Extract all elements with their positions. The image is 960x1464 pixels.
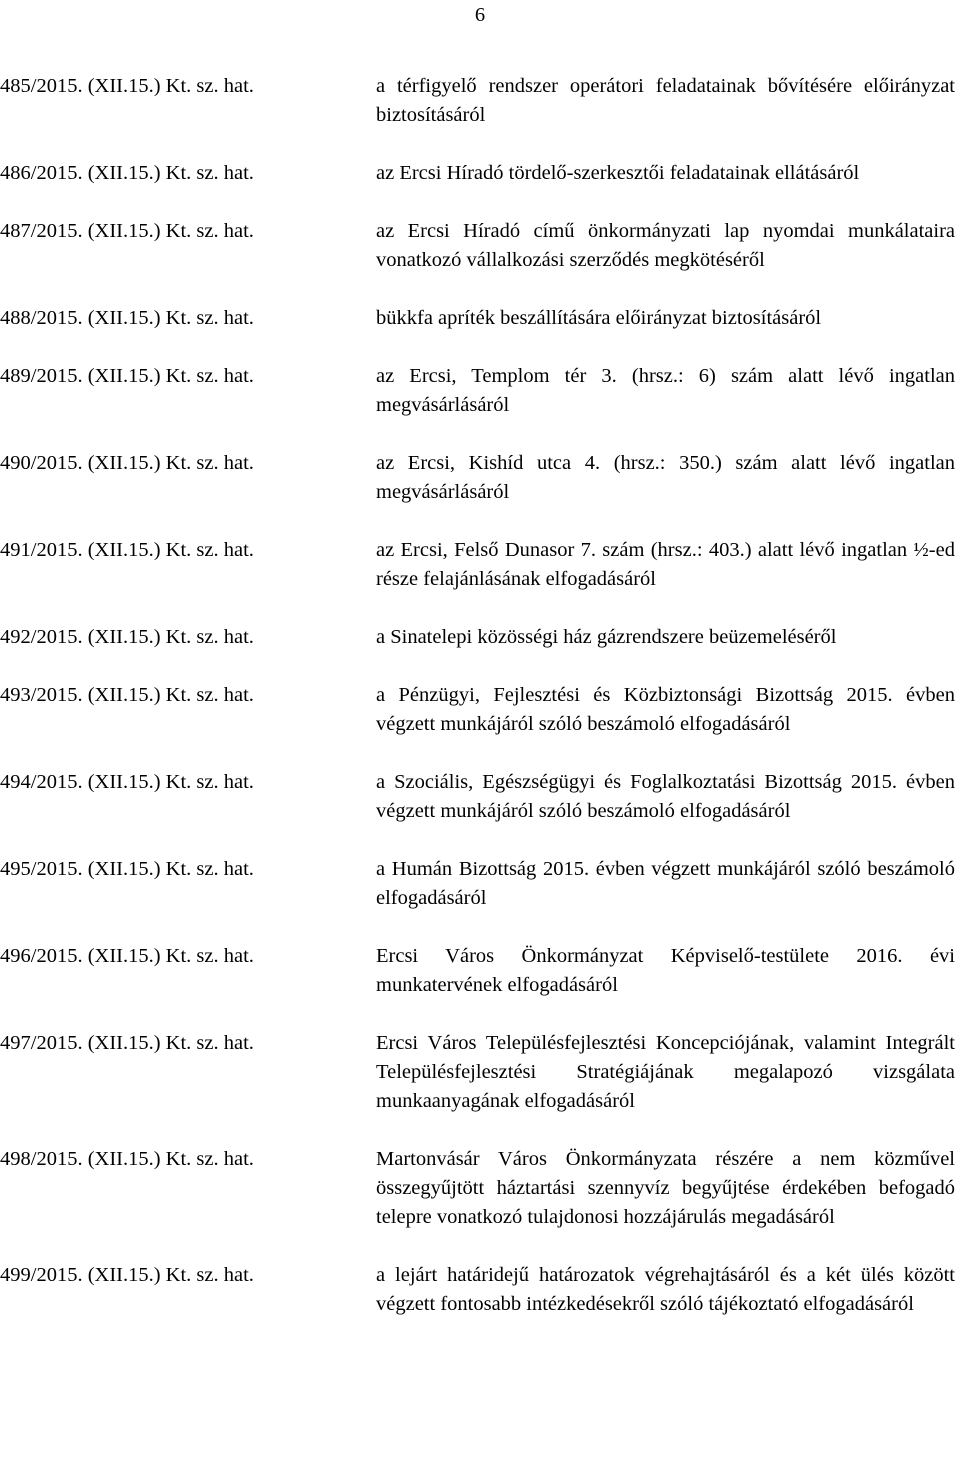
resolution-number: 495/2015. (XII.15.) Kt. sz. hat.	[0, 858, 254, 880]
resolution-title: bükkfa apríték beszállítására előirányzat biztosításáról	[376, 307, 822, 329]
resolution-entry	[0, 1029, 960, 1116]
resolution-number: 494/2015. (XII.15.) Kt. sz. hat.	[0, 771, 254, 793]
resolution-title: a Humán Bizottság 2015. évben végzett munkájáról szóló beszámoló elfogadásáról	[376, 858, 955, 909]
resolution-number: 486/2015. (XII.15.) Kt. sz. hat.	[0, 162, 254, 184]
resolution-title: a Sinatelepi közösségi ház gázrendszere beüzemeléséről	[376, 626, 837, 648]
resolution-number: 485/2015. (XII.15.) Kt. sz. hat.	[0, 75, 254, 97]
resolution-entry	[0, 72, 960, 130]
resolution-entry	[0, 768, 960, 826]
resolution-entry	[0, 855, 960, 913]
resolution-number: 487/2015. (XII.15.) Kt. sz. hat.	[0, 220, 254, 242]
resolution-number: 497/2015. (XII.15.) Kt. sz. hat.	[0, 1032, 254, 1054]
resolution-title: az Ercsi, Kishíd utca 4. (hrsz.: 350.) szám alatt lévő ingatlan megvásárlásáról	[376, 452, 955, 503]
resolution-number: 491/2015. (XII.15.) Kt. sz. hat.	[0, 539, 254, 561]
resolution-title: az Ercsi Híradó tördelő-szerkesztői feladatainak ellátásáról	[376, 162, 860, 184]
resolution-title: Ercsi Város Településfejlesztési Koncepciójának, valamint Integrált Településfejlesztési Stratégiájának megalapozó vizsgálata munkaanyagának elfogadásáról	[376, 1032, 955, 1112]
resolution-entry	[0, 536, 960, 594]
resolution-title: az Ercsi, Templom tér 3. (hrsz.: 6) szám alatt lévő ingatlan megvásárlásáról	[376, 365, 955, 416]
resolution-number: 498/2015. (XII.15.) Kt. sz. hat.	[0, 1148, 254, 1170]
resolution-title: Martonvásár Város Önkormányzata részére a nem közművel összegyűjtött háztartási szennyvíz begyűjtése érdekében befogadó telepre vonatkozó tulajdonosi hozzájárulás megadásáról	[376, 1148, 955, 1228]
resolution-number: 499/2015. (XII.15.) Kt. sz. hat.	[0, 1264, 254, 1286]
resolution-number: 490/2015. (XII.15.) Kt. sz. hat.	[0, 452, 254, 474]
resolution-number: 496/2015. (XII.15.) Kt. sz. hat.	[0, 945, 254, 967]
resolution-title: a lejárt határidejű határozatok végrehajtásáról és a két ülés között végzett fontosabb intézkedésekről szóló tájékoztató elfogadásáról	[376, 1264, 955, 1315]
resolution-entry	[0, 942, 960, 1000]
resolution-entry	[0, 623, 960, 652]
resolution-entry	[0, 1145, 960, 1232]
resolution-entry	[0, 217, 960, 275]
resolution-title: az Ercsi, Felső Dunasor 7. szám (hrsz.: 403.) alatt lévő ingatlan ½-ed része felajánlásának elfogadásáról	[376, 539, 955, 590]
resolution-title: az Ercsi Híradó című önkormányzati lap nyomdai munkálataira vonatkozó vállalkozási szerződés megkötéséről	[376, 220, 955, 271]
resolution-title: a térfigyelő rendszer operátori feladatainak bővítésére előirányzat biztosításáról	[376, 75, 955, 126]
resolution-entry	[0, 362, 960, 420]
resolution-number: 492/2015. (XII.15.) Kt. sz. hat.	[0, 626, 254, 648]
resolution-number: 488/2015. (XII.15.) Kt. sz. hat.	[0, 307, 254, 329]
resolution-entry	[0, 159, 960, 188]
resolution-title: a Pénzügyi, Fejlesztési és Közbiztonsági Bizottság 2015. évben végzett munkájáról szóló beszámoló elfogadásáról	[376, 684, 955, 735]
resolution-title: Ercsi Város Önkormányzat Képviselő-testülete 2016. évi munkatervének elfogadásáról	[376, 945, 955, 996]
resolution-number: 489/2015. (XII.15.) Kt. sz. hat.	[0, 365, 254, 387]
resolution-entry	[0, 304, 960, 333]
resolution-number: 493/2015. (XII.15.) Kt. sz. hat.	[0, 684, 254, 706]
resolution-entry	[0, 1261, 960, 1319]
resolution-title: a Szociális, Egészségügyi és Foglalkoztatási Bizottság 2015. évben végzett munkájáról szóló beszámoló elfogadásáról	[376, 771, 955, 822]
resolution-entry	[0, 681, 960, 739]
resolution-entry	[0, 449, 960, 507]
page-number: 6	[474, 4, 486, 26]
resolution-list	[0, 72, 960, 1348]
